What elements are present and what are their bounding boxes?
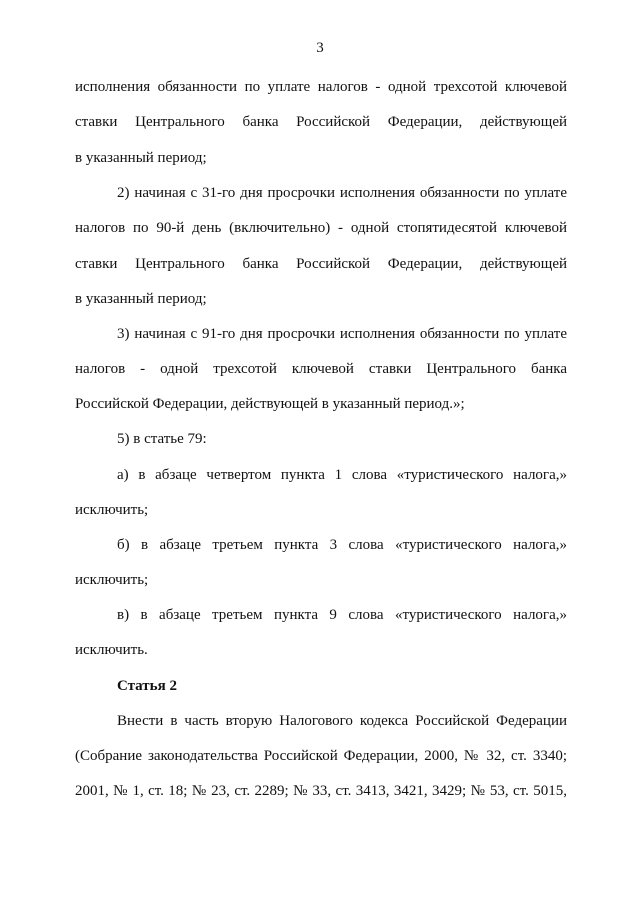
text-line-5: налогов по 90-й день (включительно) - одной стопятидесятой ключевой xyxy=(75,220,567,236)
text-line-10: Российской Федерации, действующей в указанный период.»; xyxy=(75,396,465,412)
text-line-12: а) в абзаце четвертом пункта 1 слова «туристического налога,» xyxy=(117,467,567,483)
text-line-20: (Собрание законодательства Российской Федерации, 2000, № 32, ст. 3340; xyxy=(75,748,567,764)
text-line-4: 2) начиная с 31-го дня просрочки исполнения обязанности по уплате xyxy=(117,185,567,201)
text-line-3: в указанный период; xyxy=(75,150,207,166)
text-line-2: ставки Центрального банка Российской Федерации, действующей xyxy=(75,114,567,130)
text-line-19: Внести в часть вторую Налогового кодекса Российской Федерации xyxy=(117,713,567,729)
article-heading: Статья 2 xyxy=(117,678,177,694)
text-line-7: в указанный период; xyxy=(75,291,207,307)
text-line-8: 3) начиная с 91-го дня просрочки исполнения обязанности по уплате xyxy=(117,326,567,342)
text-line-11: 5) в статье 79: xyxy=(117,431,207,447)
text-line-13: исключить; xyxy=(75,502,149,518)
text-line-1: исполнения обязанности по уплате налогов - одной трехсотой ключевой xyxy=(75,79,567,95)
text-line-17: исключить. xyxy=(75,642,148,658)
text-line-16: в) в абзаце третьем пункта 9 слова «туристического налога,» xyxy=(117,607,567,623)
text-line-15: исключить; xyxy=(75,572,149,588)
text-line-9: налогов - одной трехсотой ключевой ставки Центрального банка xyxy=(75,361,567,377)
text-line-21: 2001, № 1, ст. 18; № 23, ст. 2289; № 33, ст. 3413, 3421, 3429; № 53, ст. 5015, xyxy=(75,783,567,799)
text-line-6: ставки Центрального банка Российской Федерации, действующей xyxy=(75,256,567,272)
page-number: 3 xyxy=(316,40,324,56)
text-line-14: б) в абзаце третьем пункта 3 слова «туристического налога,» xyxy=(117,537,567,553)
